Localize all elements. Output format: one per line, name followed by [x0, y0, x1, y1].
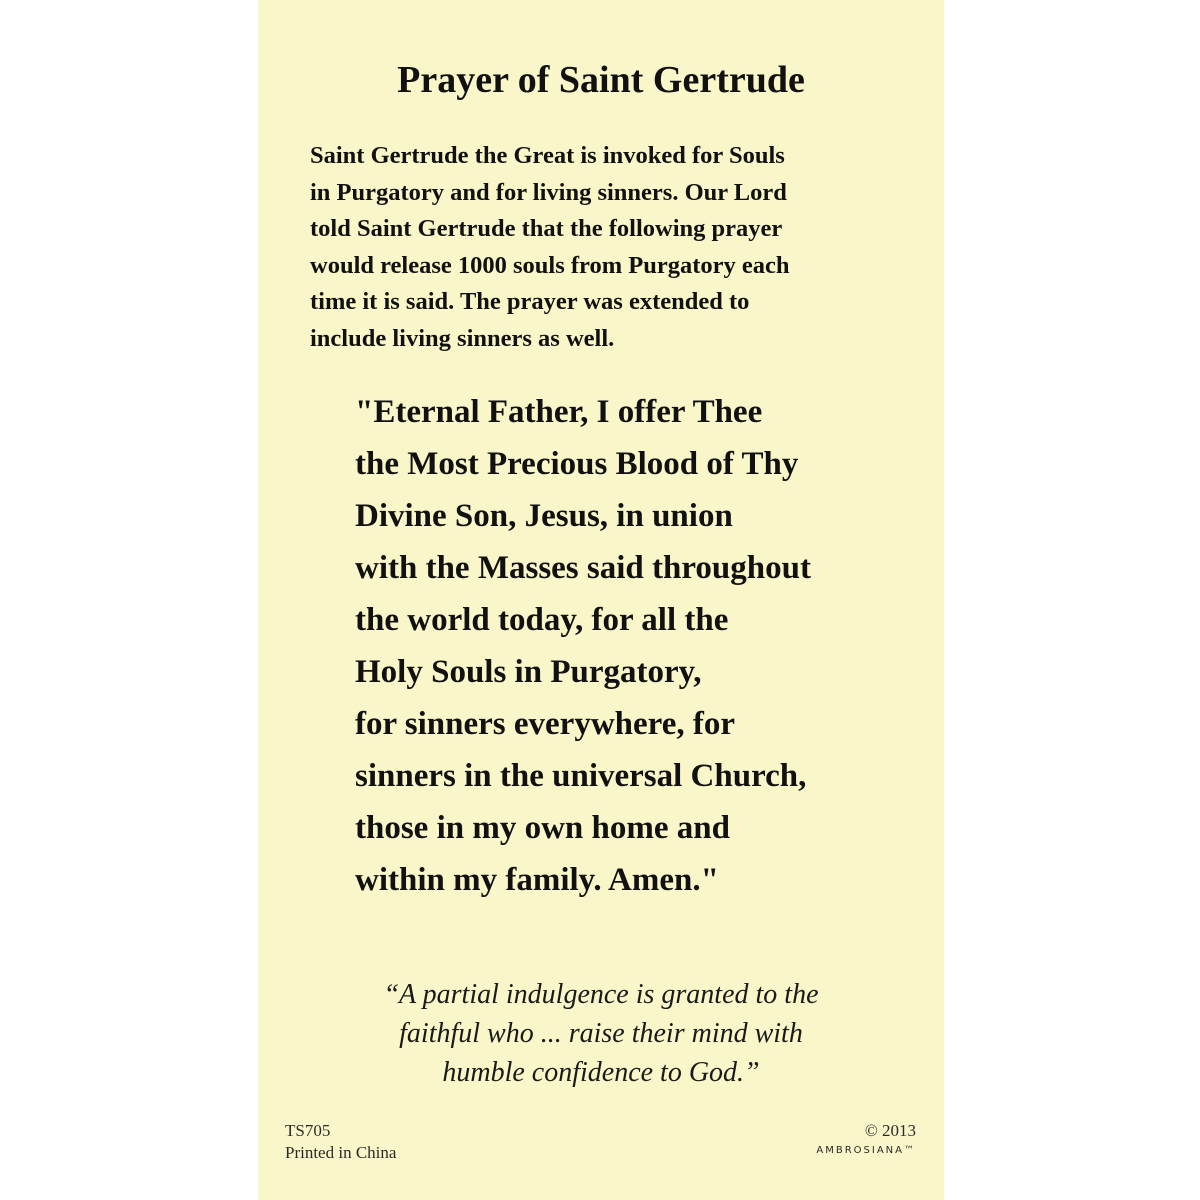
prayer-text: [355, 386, 915, 906]
prayer-card: [258, 0, 944, 1200]
prayer-line: within my family. Amen.": [355, 862, 719, 898]
brand-logo: AMBROSIANA™: [816, 1145, 916, 1156]
copyright-notice: © 2013: [864, 1121, 916, 1140]
indulgence-line: humble confidence to God.”: [442, 1057, 760, 1088]
footer-left: [285, 1120, 396, 1164]
indulgence-quote: [258, 975, 944, 1092]
intro-line: Saint Gertrude the Great is invoked for Souls: [310, 142, 785, 169]
card-title: Prayer of Saint Gertrude: [397, 59, 805, 101]
product-code: TS705: [285, 1121, 331, 1140]
indulgence-line: “A partial indulgence is granted to the: [383, 979, 819, 1010]
print-origin: Printed in China: [285, 1143, 397, 1162]
intro-line: in Purgatory and for living sinners. Our Lord: [310, 178, 787, 206]
footer-right: [816, 1120, 916, 1160]
intro-line: include living sinners as well.: [310, 324, 615, 352]
indulgence-line: faithful who ... raise their mind with: [399, 1018, 803, 1049]
prayer-line: Holy Souls in Purgatory,: [355, 654, 702, 690]
prayer-line: sinners in the universal Church,: [355, 758, 807, 794]
prayer-line: the world today, for all the: [355, 602, 729, 638]
prayer-line: with the Masses said throughout: [355, 550, 811, 586]
intro-line: would release 1000 souls from Purgatory each: [310, 251, 790, 279]
intro-line: told Saint Gertrude that the following prayer: [310, 215, 783, 242]
prayer-line: the Most Precious Blood of Thy: [355, 446, 799, 482]
prayer-line: Divine Son, Jesus, in union: [355, 498, 733, 534]
prayer-line: for sinners everywhere, for: [355, 706, 735, 742]
intro-paragraph: [310, 138, 890, 357]
prayer-line: "Eternal Father, I offer Thee: [355, 394, 763, 430]
prayer-line: those in my own home and: [355, 810, 730, 846]
intro-line: time it is said. The prayer was extended to: [310, 288, 750, 315]
